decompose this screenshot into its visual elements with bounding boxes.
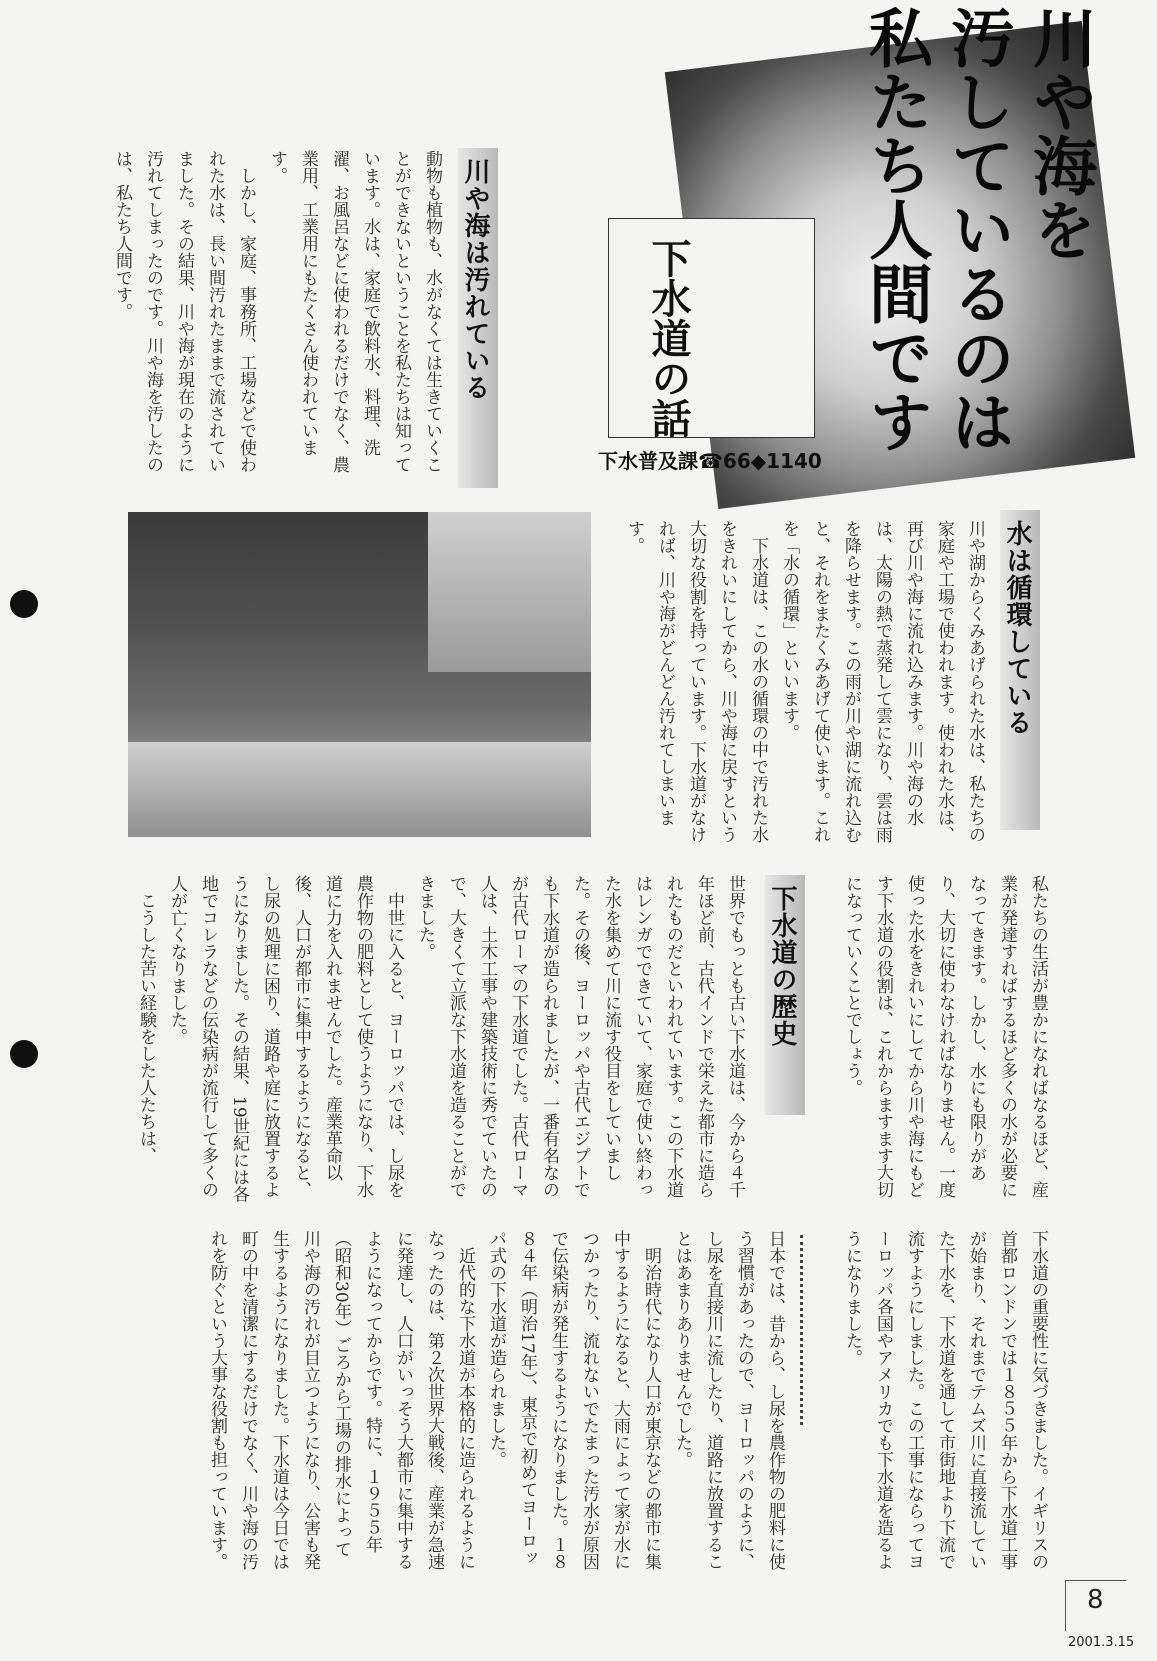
- page-number: 8: [1087, 1585, 1104, 1615]
- river-photo: [128, 512, 591, 837]
- body-history: 世界でもっとも古い下水道は、今から４千年ほど前、古代インドで栄えた都市に造られたものだといわれています。この下水道はレンガでできていて、家庭で使い終わった水を集めて川に流す役目をしていました。その後、ヨーロッパや古代エジプトでも下水道が造られましたが、一番有名なのが古代ローマの下水道でした。古代ローマ人は、土木工事や建築技術に秀でていたので、大きくて立派な下水道を造ることができました。 中世に入ると、ヨーロッパでは、し尿を農作物の肥料として使うようになり、下水道に力を入れませんでした。産業革命以後、人口が都市に集中するようになると、し尿の処理に困り、道路や庭に放置するようになりました。その結果、19世紀には各地でコレラなどの伝染病が流行して多くの人が亡くなりました。 こうした苦い経験をした人たちは、: [136, 875, 745, 1203]
- heading-water-cycle: 水は循環している: [1000, 510, 1040, 830]
- body-london: 下水道の重要性に気づきました。イギリスの首都ロンドンでは１８５５年から下水道工事が始まり、それまでテムズ川に直接流していた下水を、下水道を通して市街地より下流で流すようにしました。この工事にならってヨーロッパ各国やアメリカでも下水道を造るようになりました。: [842, 1230, 1048, 1570]
- department-contact: 下水普及課☎66◆1140: [598, 449, 822, 473]
- punch-hole-top: [10, 590, 38, 618]
- dotted-separator: [800, 1235, 803, 1425]
- body-japan: 日本では、昔から、し尿を農作物の肥料に使う習慣があったので、ヨーロッパのように、し尿を直接川に流したり、道路に放置することはあまりありませんでした。 明治時代になり人口が東京などの都市に集中するようになると、大雨によって家が水につかったり、流れないでたまった汚水が原因で伝染病が発生するようになりました。１８８４年（明治17年）、東京で初めてヨーロッパ式の下水道が造られました。 近代的な下水道が本格的に造られるようになったのは、第２次世界大戦後、産業が急速に発達し、人口がいっそう大都市に集中するようになってからです。特に、１９５５年（昭和30年）ごろから工場の排水によって川や海の汚れが目立つようになり、公害も発生するようになりました。下水道は今日では町の中を清潔にするだけでなく、川や海の汚れを防ぐという大事な役割も担っています。: [207, 1230, 785, 1570]
- title-line-3: 私たち人間です: [858, 5, 933, 453]
- title-line-2: 汚しているのは: [940, 5, 1015, 453]
- body-water-needs: 私たちの生活が豊かになればなるほど、産業が発達すればするほど多くの水が必要になってきます。しかし、水にも限りがあり、大切に使わなければなりません。一度使った水をきれいにしてから川や海にもどす下水道の役割は、これからますます大切になっていくことでしょう。: [842, 875, 1048, 1198]
- title-line-1: 川や海を: [1022, 5, 1097, 261]
- body-water-cycle: 川や湖からくみあげられた水は、私たちの家庭や工場で使われます。使われた水は、再び川や海に流れ込みます。川や海の水は、太陽の熱で蒸発して雲になり、雲は雨を降らせます。この雨が川や湖に流れ込むと、それをまたくみあげて使います。これを「水の循環」といいます。 下水道は、この水の循環の中で汚れた水をきれいにしてから、川や海に戻すという大切な役割を持っています。下水道がなければ、川や海がどんどん汚れてしまいます。: [624, 520, 985, 843]
- body-rivers-polluted: 動物も植物も、水がなくては生きていくことができないということを私たちは知っています。水は、家庭で飲料水、料理、洗濯、お風呂などに使われるだけでなく、農業用、工業用にもたくさん使われています。 しかし、家庭、事務所、工場などで使われた水は、長い間汚れたままで流されていました。その結果、川や海が現在のように汚れてしまったのです。川や海を汚したのは、私たち人間です。: [112, 150, 442, 473]
- issue-date: 2001.3.15: [1068, 1635, 1135, 1650]
- heading-history: 下水道の歴史: [765, 875, 805, 1115]
- heading-rivers-polluted: 川や海は汚れている: [458, 148, 498, 488]
- series-label: 下水道の話: [645, 238, 691, 438]
- punch-hole-bottom: [10, 1040, 38, 1068]
